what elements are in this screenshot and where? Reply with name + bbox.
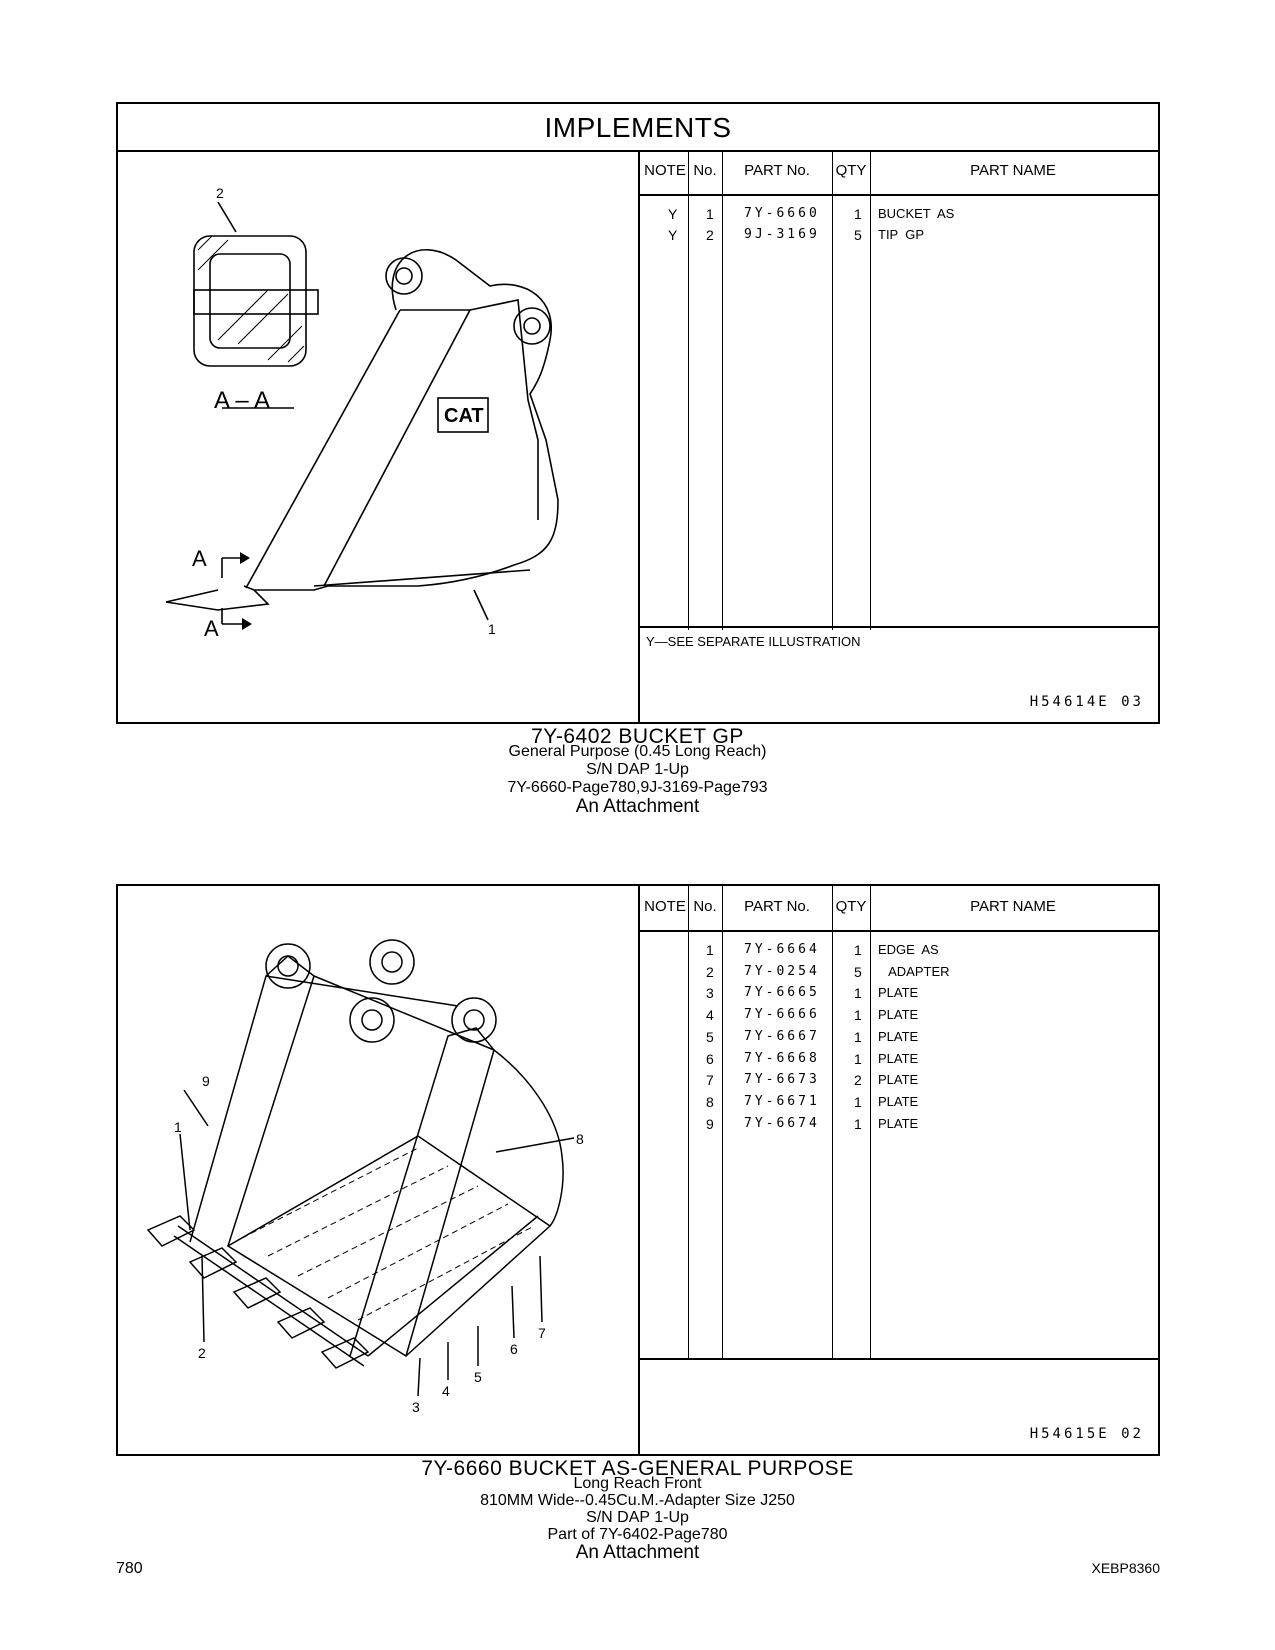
row-qty: 1 — [854, 942, 862, 958]
header-no: No. — [693, 898, 717, 915]
callout-5-label: 5 — [474, 1369, 482, 1385]
footnote: Y—SEE SEPARATE ILLUSTRATION — [646, 634, 861, 649]
header-no: No. — [693, 162, 717, 179]
header-part-name: PART NAME — [970, 162, 1056, 179]
row-part-no: 7Y-6674 — [744, 1115, 820, 1131]
row-part-no: 7Y-0254 — [744, 963, 820, 979]
caption-2-title: 7Y-6660 BUCKET AS-GENERAL PURPOSE — [421, 1457, 854, 1480]
row-name: ADAPTER — [878, 963, 950, 979]
table-row — [640, 1114, 1158, 1136]
page-number: 780 — [116, 1560, 143, 1577]
row-no: 7 — [706, 1072, 714, 1089]
row-qty: 1 — [854, 1050, 862, 1067]
row-name: PLATE — [878, 985, 919, 1001]
header-part-name: PART NAME — [970, 898, 1056, 915]
row-part-no: 7Y-6665 — [744, 985, 820, 1001]
header-part-no: PART No. — [744, 162, 810, 179]
table-row — [640, 1049, 1158, 1071]
document-code: XEBP8360 — [1091, 1560, 1160, 1576]
caption-2-line5: An Attachment — [575, 1542, 700, 1563]
row-name: PLATE — [878, 1072, 919, 1088]
callout-6-label: 6 — [510, 1341, 518, 1357]
caption-2-line4: Part of 7Y-6402-Page780 — [547, 1526, 728, 1543]
row-qty: 1 — [854, 206, 862, 222]
section-arrow-a-top: A — [192, 546, 207, 571]
row-name: PLATE — [878, 1115, 919, 1131]
row-note: Y — [668, 206, 678, 222]
parts-table-1 — [640, 150, 1158, 722]
header-qty: QTY — [835, 898, 867, 915]
row-qty: 1 — [854, 1115, 862, 1132]
table-row — [640, 1005, 1158, 1027]
parts-table-2 — [640, 886, 1158, 1454]
row-no: 9 — [706, 1115, 714, 1132]
callout-8-label: 8 — [576, 1131, 584, 1147]
header-note: NOTE — [644, 162, 686, 179]
bucket-exploded-view-drawing — [118, 886, 638, 1454]
table-row — [640, 225, 1158, 247]
row-qty: 2 — [854, 1072, 862, 1089]
header-qty: QTY — [835, 162, 867, 179]
row-part-no: 7Y-6673 — [744, 1072, 820, 1088]
row-no: 2 — [706, 227, 714, 243]
caption-1-title: 7Y-6402 BUCKET GP — [531, 725, 744, 748]
parts-panel-bucket-as — [116, 884, 1160, 1456]
table-row — [640, 1027, 1158, 1049]
row-name: PLATE — [878, 1093, 919, 1109]
caption-1-line1: General Purpose (0.45 Long Reach) — [508, 743, 767, 760]
illustration-code: H54614E 03 — [1029, 694, 1144, 710]
row-part-no: 7Y-6668 — [744, 1050, 820, 1066]
callout-4-label: 4 — [442, 1383, 450, 1399]
callout-9-label: 9 — [202, 1073, 210, 1089]
bucket-gp-illustration — [118, 150, 640, 724]
row-name: PLATE — [878, 1050, 919, 1066]
row-no: 6 — [706, 1050, 714, 1067]
caption-1-line3: 7Y-6660-Page780,9J-3169-Page793 — [507, 779, 768, 796]
section-arrow-a-bottom: A — [204, 616, 219, 641]
table-footer — [640, 1358, 1158, 1454]
row-part-name: TIP GP — [878, 227, 924, 242]
caption-1-line4: An Attachment — [575, 796, 700, 817]
row-part-no: 7Y-6666 — [744, 1007, 820, 1023]
row-no: 1 — [706, 206, 714, 222]
illustration-code: H54615E 02 — [1029, 1426, 1144, 1442]
parts-panel-bucket-gp — [116, 102, 1160, 724]
row-qty: 1 — [854, 1028, 862, 1045]
table-row — [640, 940, 1158, 962]
row-no: 8 — [706, 1093, 714, 1110]
table-row — [640, 204, 1158, 226]
callout-2-label: 2 — [216, 185, 224, 201]
row-no: 1 — [706, 942, 714, 958]
row-part-no: 7Y-6671 — [744, 1093, 820, 1109]
row-part-no: 7Y-6667 — [744, 1028, 820, 1044]
table-row — [640, 983, 1158, 1005]
section-label: A – A — [214, 387, 271, 414]
row-qty: 1 — [854, 985, 862, 1002]
table-header — [640, 150, 1158, 196]
callout-1-label: 1 — [488, 621, 496, 637]
row-part-name: BUCKET AS — [878, 206, 955, 221]
row-note: Y — [668, 227, 678, 243]
row-qty: 1 — [854, 1093, 862, 1110]
caption-2-line1: Long Reach Front — [573, 1475, 702, 1492]
caption-2-line3: S/N DAP 1-Up — [586, 1509, 689, 1526]
table-footer — [640, 626, 1158, 722]
caption-1-line2: S/N DAP 1-Up — [586, 761, 689, 778]
callout-7-label: 7 — [538, 1325, 546, 1341]
row-name: PLATE — [878, 1028, 919, 1044]
row-no: 4 — [706, 1007, 714, 1024]
callout-1-label: 1 — [174, 1119, 182, 1135]
table-row — [640, 1092, 1158, 1114]
row-part-no: 7Y-6660 — [744, 206, 820, 221]
row-name: PLATE — [878, 1007, 919, 1023]
cat-logo: CAT — [444, 405, 484, 427]
row-qty: 5 — [854, 227, 862, 243]
bucket-as-illustration — [118, 886, 640, 1454]
callout-3-label: 3 — [412, 1399, 420, 1415]
table-header — [640, 886, 1158, 932]
row-no: 3 — [706, 985, 714, 1002]
header-note: NOTE — [644, 898, 686, 915]
header-part-no: PART No. — [744, 898, 810, 915]
row-part-no: 7Y-6664 — [744, 942, 820, 957]
callout-2-label: 2 — [198, 1345, 206, 1361]
section-title: IMPLEMENTS — [118, 104, 1158, 152]
row-no: 2 — [706, 963, 714, 980]
row-qty: 5 — [854, 963, 862, 980]
row-part-no: 9J-3169 — [744, 227, 820, 242]
table-row — [640, 962, 1158, 984]
bucket-side-view-drawing — [118, 150, 638, 724]
row-name: EDGE AS — [878, 942, 939, 957]
row-qty: 1 — [854, 1007, 862, 1024]
table-row — [640, 1070, 1158, 1092]
caption-2-line2: 810MM Wide--0.45Cu.M.-Adapter Size J250 — [480, 1492, 795, 1509]
row-no: 5 — [706, 1028, 714, 1045]
